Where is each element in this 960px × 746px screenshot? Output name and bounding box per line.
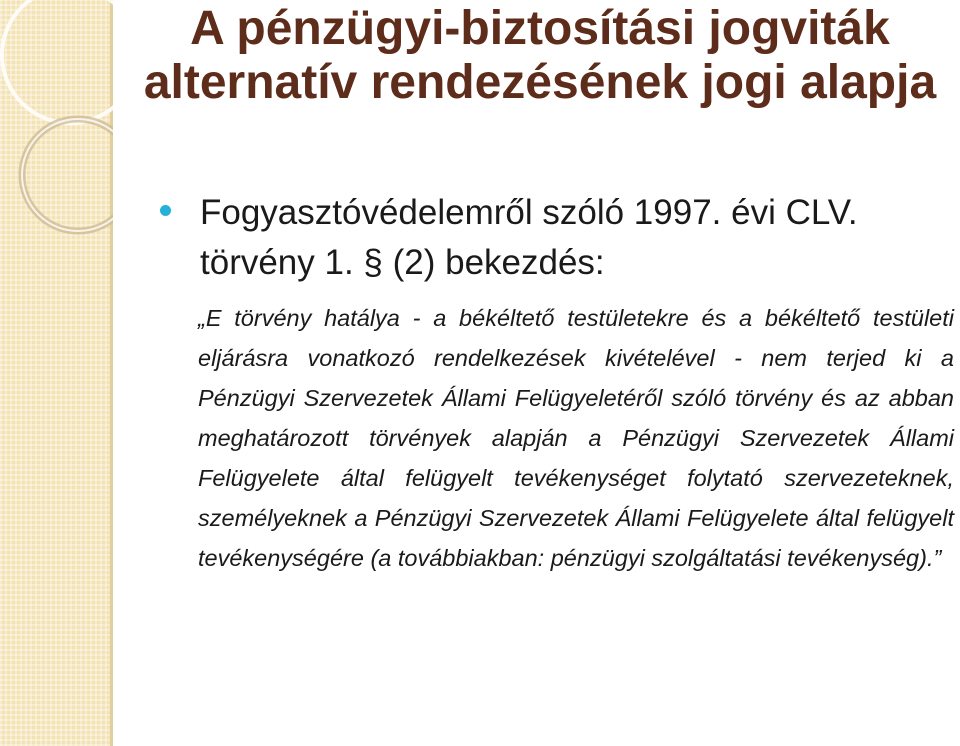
bullet-text: Fogyasztóvédelemről szóló 1997. évi CLV. törvény 1. § (2) bekezdés: xyxy=(200,193,858,282)
quoted-law-text: „E törvény hatálya - a békéltető testületekre és a békéltető testületi eljárásra vonatkozó rendelkezések kivételével - nem terjed ki a Pénzügyi Szervezetek Állami Felügyeletéről szóló törvény és az abban meghatározott törvények alapján a Pénzügyi Szervezetek Állami Felügyelete által felügyelt tevékenységet folytató szervezeteknek, személyeknek a Pénzügyi Szervezetek Állami Felügyelete által felügyelt tevékenységére (a továbbiakban: pénzügyi szolgáltatási tevékenység).” xyxy=(198,305,954,571)
bullet-dot-icon xyxy=(160,205,171,216)
decorative-rings xyxy=(0,0,113,746)
decorative-side-panel xyxy=(0,0,113,746)
bullet-item xyxy=(168,188,948,288)
slide-title: A pénzügyi-biztosítási jogviták alternatív rendezésének jogi alapja xyxy=(143,2,937,109)
